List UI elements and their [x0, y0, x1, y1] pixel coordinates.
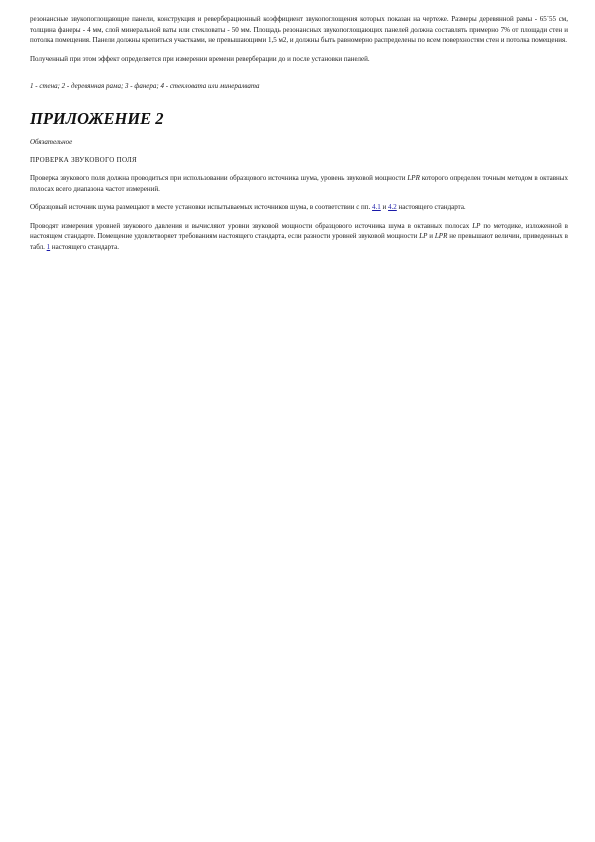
spacer [30, 92, 568, 109]
spacer [30, 46, 568, 54]
symbol-lpr: LPR [434, 232, 448, 241]
spacer [30, 194, 568, 202]
appendix-subtitle: Обязательное [30, 137, 73, 146]
text-run: и [427, 232, 435, 241]
figure-legend: 1 - стена; 2 - деревянная рама; 3 - фанера; 4 - стекловата или минералвата [30, 82, 260, 91]
text-run: по методике, изложенной в настоящем стандарте. Помещение удовлетворяет требованиям настоящего стандарта, если разности уровней звуковой мощности [30, 221, 568, 241]
text-run: настоящего стандарта. [50, 242, 120, 251]
paragraph-measurements [30, 221, 568, 253]
spacer [30, 129, 568, 137]
spacer [30, 64, 568, 81]
text-run: Проводят измерения уровней звукового давления и вычисляют уровни звуковой мощности образцового источника шума в октавных полосах [30, 221, 473, 230]
document-page [30, 14, 568, 253]
spacer [30, 165, 568, 173]
text-run: настоящего стандарта. [396, 203, 466, 212]
spacer [30, 213, 568, 221]
link-clause-4-1[interactable]: 4.1 [372, 203, 381, 212]
spacer [30, 147, 568, 155]
link-clause-4-2[interactable]: 4.2 [388, 203, 397, 212]
symbol-lp: LP [472, 221, 481, 230]
text-run: которого определен точным методом в октавных полосах всего диапазона частот измерений. [30, 173, 568, 193]
symbol-lp: LP [419, 232, 428, 241]
symbol-lpr: LPR [407, 173, 420, 182]
paragraph-source-placement [30, 202, 568, 213]
appendix-heading: ПРИЛОЖЕНИЕ 2 [30, 108, 164, 128]
paragraph-reverberation-effect: Полученный при этом эффект определяется при измерении времени реверберации до и после установки панелей. [30, 54, 370, 63]
paragraph-field-check [30, 173, 568, 194]
text-run: и [380, 203, 389, 212]
text-run: Проверка звукового поля должна проводиться при использовании образцового источника шума, уровень звуковой мощности [30, 173, 408, 182]
link-table-1[interactable]: 1 [46, 242, 51, 251]
text-run: не превышают величин, приведенных в табл. [30, 232, 568, 251]
paragraph-panels-description: резонансные звукопоглощающие панели, конструкция и реверберационный коэффициент звукопоглощения которых показан на чертеже. Размеры деревянной рамы - 65´55 см, толщина фанеры - 4 мм, слой минеральной ваты или стекловаты - 50 мм. Площадь резонансных звукопоглощающих панелей должна составлять примерно 7% от площади стен и потолка помещения. Панели должны крепиться участками, не превышающими 1,5 м2, и должны быть равномерно распределены по всем поверхностям стен и потолка помещения. [30, 15, 568, 45]
section-title: ПРОВЕРКА ЗВУКОВОГО ПОЛЯ [30, 155, 137, 164]
text-run: Образцовый источник шума размещают в месте установки испытываемых источников шума, в соответствии с пп. [30, 203, 373, 212]
